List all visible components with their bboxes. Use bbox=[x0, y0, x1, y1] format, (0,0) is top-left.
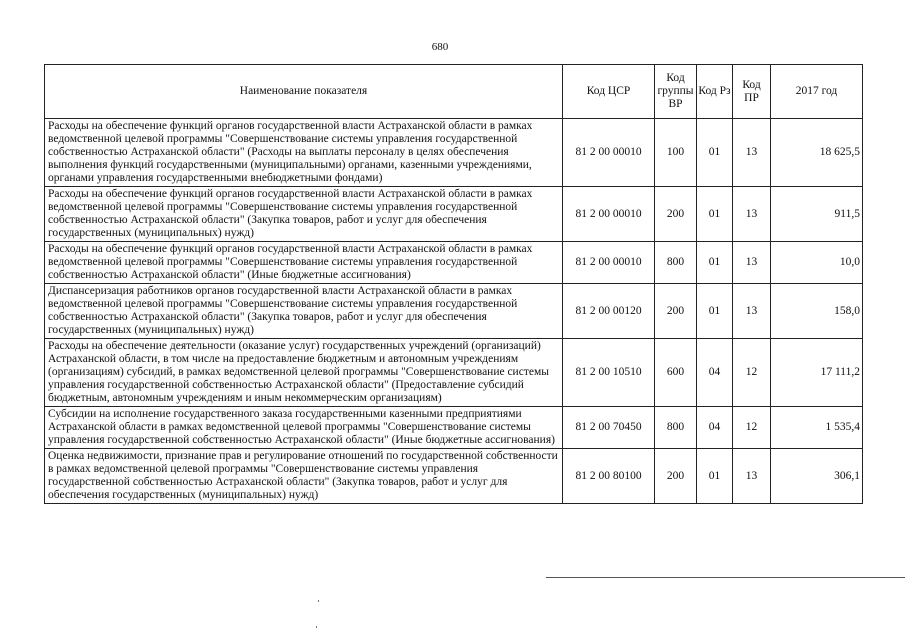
scan-speck bbox=[318, 600, 319, 602]
row-csr: 81 2 00 00010 bbox=[563, 187, 655, 242]
row-name: Расходы на обеспечение деятельности (оказание услуг) государственных учреждений (организаций) Астраханской области, в том числе на предоставление бюджетным и автономным учреждениям (организациям) субсидий, в рамках ведомственной целевой программы "Совершенствование системы управления государственной собственностью Астраханской области" (Предоставление субсидий бюджетным, автономным учреждениям и иным некоммерческим организациям) bbox=[45, 339, 563, 407]
row-rz: 01 bbox=[697, 449, 733, 504]
row-rz: 04 bbox=[697, 407, 733, 449]
row-rz: 04 bbox=[697, 339, 733, 407]
row-pr: 12 bbox=[733, 407, 771, 449]
row-vr: 200 bbox=[655, 284, 697, 339]
table-row bbox=[45, 284, 863, 339]
table-body bbox=[45, 119, 863, 504]
row-csr: 81 2 00 80100 bbox=[563, 449, 655, 504]
scan-speck bbox=[316, 626, 317, 628]
row-amount: 1 535,4 bbox=[771, 407, 863, 449]
row-vr: 100 bbox=[655, 119, 697, 187]
row-amount: 17 111,2 bbox=[771, 339, 863, 407]
header-vr: Код группы ВР bbox=[655, 65, 697, 119]
budget-table bbox=[44, 64, 863, 504]
row-amount: 306,1 bbox=[771, 449, 863, 504]
row-pr: 13 bbox=[733, 449, 771, 504]
table-row bbox=[45, 187, 863, 242]
row-csr: 81 2 00 10510 bbox=[563, 339, 655, 407]
header-rz: Код Рз bbox=[697, 65, 733, 119]
row-pr: 12 bbox=[733, 339, 771, 407]
row-pr: 13 bbox=[733, 187, 771, 242]
table-row bbox=[45, 407, 863, 449]
table-header bbox=[45, 65, 863, 119]
table-row bbox=[45, 119, 863, 187]
row-rz: 01 bbox=[697, 119, 733, 187]
row-amount: 10,0 bbox=[771, 242, 863, 284]
header-row bbox=[45, 65, 863, 119]
row-name: Расходы на обеспечение функций органов государственной власти Астраханской области в рамках ведомственной целевой программы "Совершенствование системы управления государственной собственностью Астраханской области" (Иные бюджетные ассигнования) bbox=[45, 242, 563, 284]
page-number: 680 bbox=[431, 41, 449, 53]
row-csr: 81 2 00 00010 bbox=[563, 242, 655, 284]
row-name: Субсидии на исполнение государственного заказа государственными казенными предприятиями Астраханской области в рамках ведомственной целевой программы "Совершенствование системы управления государственной собственностью Астраханской области" (Иные бюджетные ассигнования) bbox=[45, 407, 563, 449]
row-vr: 800 bbox=[655, 407, 697, 449]
row-name: Расходы на обеспечение функций органов государственной власти Астраханской области в рамках ведомственной целевой программы "Совершенствование системы управления государственной собственностью Астраханской области" (Расходы на выплаты персоналу в целях обеспечения выполнения функций государственными (муниципальными) органами, казенными учреждениями, органами управления государственными внебюджетными фондами) bbox=[45, 119, 563, 187]
row-pr: 13 bbox=[733, 119, 771, 187]
table-row bbox=[45, 339, 863, 407]
row-pr: 13 bbox=[733, 242, 771, 284]
row-vr: 800 bbox=[655, 242, 697, 284]
row-vr: 600 bbox=[655, 339, 697, 407]
header-year: 2017 год bbox=[771, 65, 863, 119]
header-pr: Код ПР bbox=[733, 65, 771, 119]
row-name: Расходы на обеспечение функций органов государственной власти Астраханской области в рамках ведомственной целевой программы "Совершенствование системы управления государственной собственностью Астраханской области" (Закупка товаров, работ и услуг для обеспечения государственных (муниципальных) нужд) bbox=[45, 187, 563, 242]
row-csr: 81 2 00 00010 bbox=[563, 119, 655, 187]
row-rz: 01 bbox=[697, 284, 733, 339]
row-amount: 158,0 bbox=[771, 284, 863, 339]
row-rz: 01 bbox=[697, 242, 733, 284]
header-csr: Код ЦСР bbox=[563, 65, 655, 119]
table-row bbox=[45, 449, 863, 504]
table-row bbox=[45, 242, 863, 284]
row-csr: 81 2 00 00120 bbox=[563, 284, 655, 339]
row-amount: 18 625,5 bbox=[771, 119, 863, 187]
row-pr: 13 bbox=[733, 284, 771, 339]
row-name: Оценка недвижимости, признание прав и регулирование отношений по государственной собственности в рамках ведомственной целевой программы "Совершенствование системы управления государственной собственностью Астраханской области" (Закупка товаров, работ и услуг для обеспечения государственных (муниципальных) нужд) bbox=[45, 449, 563, 504]
row-vr: 200 bbox=[655, 449, 697, 504]
header-name: Наименование показателя bbox=[45, 65, 563, 119]
row-rz: 01 bbox=[697, 187, 733, 242]
row-amount: 911,5 bbox=[771, 187, 863, 242]
row-csr: 81 2 00 70450 bbox=[563, 407, 655, 449]
row-vr: 200 bbox=[655, 187, 697, 242]
scan-divider-line bbox=[546, 577, 905, 578]
row-name: Диспансеризация работников органов государственной власти Астраханской области в рамках ведомственной целевой программы "Совершенствование системы управления государственной собственностью Астраханской области" (Закупка товаров, работ и услуг для обеспечения государственных (муниципальных) нужд) bbox=[45, 284, 563, 339]
